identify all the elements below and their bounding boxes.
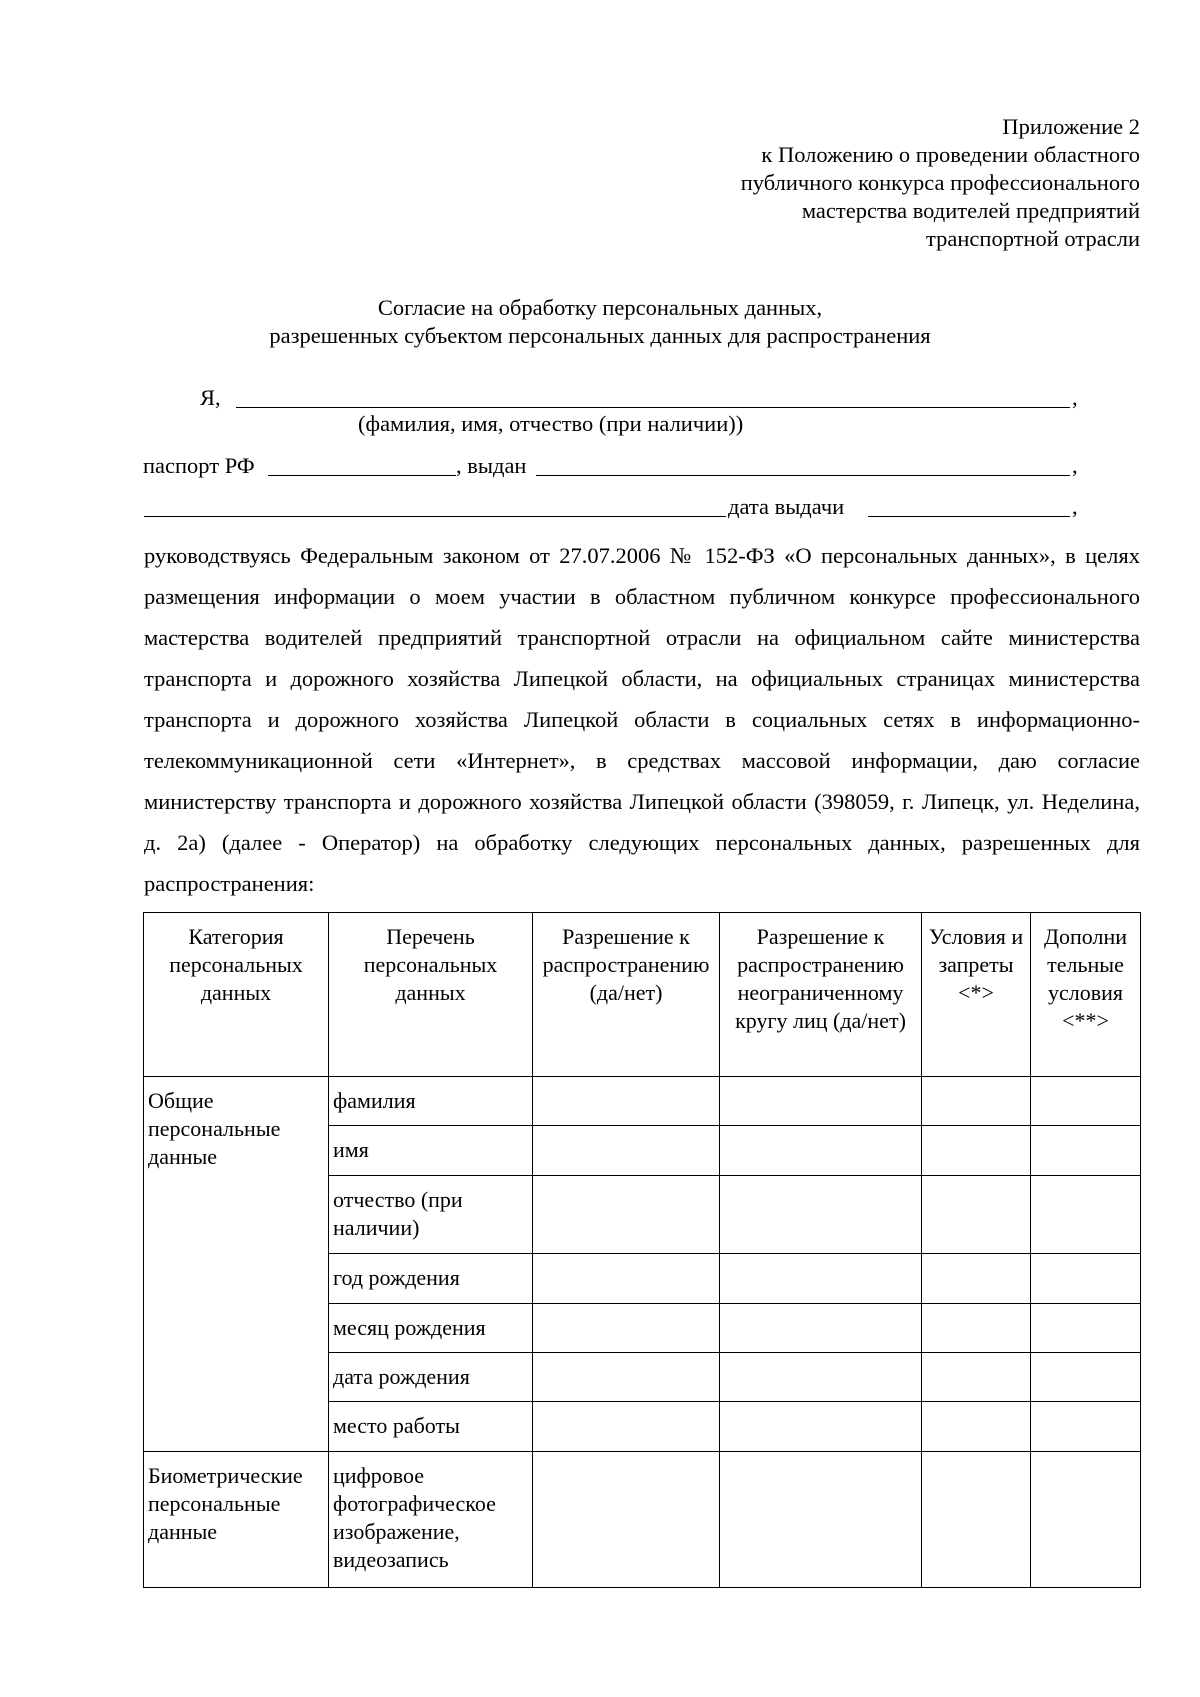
additional-cell[interactable]	[1031, 1126, 1141, 1176]
appendix-line: публичного конкурса профессионального	[740, 170, 1140, 195]
table-header-row	[144, 913, 1141, 1077]
consent-text: руководствуясь Федеральным законом от 27.07.2006 № 152-ФЗ «О персональных данных», в целях размещения информации о моем участии в областном публичном конкурсе профессионального мастерства водителей предприятий транспортной отрасли на официальном сайте министерства транспорта и дорожного хозяйства Липецкой области, на официальных страницах министерства транспорта и дорожного хозяйства Липецкой области в социальных сетях в информационно-телекоммуникационной сети «Интернет», в средствах массовой информации, даю согласие министерству транспорта и дорожного хозяйства Липецкой области (398059, г. Липецк, ул. Неделина, д. 2а) (далее - Оператор) на обработку следующих персональных данных, разрешенных для распространения:	[144, 543, 1140, 896]
header-permission: Разрешение к распространению (да/нет)	[533, 913, 720, 1077]
item-cell	[329, 1126, 533, 1176]
item-cell	[329, 1304, 533, 1353]
permission-cell[interactable]	[533, 1353, 720, 1402]
item-label: месяц рождения	[333, 1315, 486, 1340]
appendix-line: транспортной отрасли	[926, 226, 1140, 251]
conditions-cell[interactable]	[922, 1254, 1031, 1304]
item-label: имя	[333, 1137, 369, 1162]
permission-unlimited-cell[interactable]	[720, 1254, 922, 1304]
header-permission-unlimited: Разрешение к распространению неограниченному кругу лиц (да/нет)	[720, 913, 922, 1077]
additional-cell[interactable]	[1031, 1254, 1141, 1304]
category-cell	[144, 1077, 329, 1452]
permission-unlimited-cell[interactable]	[720, 1353, 922, 1402]
item-label: дата рождения	[333, 1364, 470, 1389]
permission-cell[interactable]	[533, 1402, 720, 1452]
permission-cell[interactable]	[533, 1304, 720, 1353]
permission-unlimited-cell[interactable]	[720, 1077, 922, 1126]
permission-unlimited-cell[interactable]	[720, 1402, 922, 1452]
category-label: Общие персональные данные	[148, 1088, 281, 1169]
additional-cell[interactable]	[1031, 1452, 1141, 1588]
permission-cell[interactable]	[533, 1126, 720, 1176]
permission-unlimited-cell[interactable]	[720, 1452, 922, 1588]
issued-by-field[interactable]	[536, 475, 1070, 476]
header-additional: Дополни тельные условия <**>	[1031, 913, 1141, 1077]
passport-label: паспорт РФ	[143, 453, 255, 478]
permission-cell[interactable]	[533, 1254, 720, 1304]
item-cell	[329, 1176, 533, 1254]
item-cell	[329, 1402, 533, 1452]
issued-label: , выдан	[456, 453, 527, 478]
ya-label: Я,	[200, 385, 221, 410]
item-label: цифровое фотографическое изображение, видеозапись	[333, 1463, 496, 1572]
additional-cell[interactable]	[1031, 1304, 1141, 1353]
conditions-cell[interactable]	[922, 1126, 1031, 1176]
fio-field[interactable]	[236, 407, 1070, 408]
item-label: фамилия	[333, 1088, 416, 1113]
conditions-cell[interactable]	[922, 1176, 1031, 1254]
additional-cell[interactable]	[1031, 1176, 1141, 1254]
issued-by-field-continued[interactable]	[144, 516, 726, 517]
header-list: Перечень персональных данных	[329, 913, 533, 1077]
header-conditions: Условия и запреты <*>	[922, 913, 1031, 1077]
conditions-cell[interactable]	[922, 1077, 1031, 1126]
conditions-cell[interactable]	[922, 1304, 1031, 1353]
comma: ,	[1072, 494, 1078, 519]
permission-cell[interactable]	[533, 1176, 720, 1254]
additional-cell[interactable]	[1031, 1077, 1141, 1126]
category-label: Биометрические персональные данные	[148, 1463, 303, 1544]
fio-hint: (фамилия, имя, отчество (при наличии))	[358, 411, 744, 436]
title-line-1: Согласие на обработку персональных данных,	[377, 295, 823, 320]
title-line-2: разрешенных субъектом персональных данных для распространения	[269, 323, 931, 348]
permission-unlimited-cell[interactable]	[720, 1176, 922, 1254]
appendix-line: мастерства водителей предприятий	[801, 198, 1140, 223]
item-cell	[329, 1077, 533, 1126]
additional-cell[interactable]	[1031, 1353, 1141, 1402]
issue-date-label: дата выдачи	[728, 494, 845, 519]
permission-cell[interactable]	[533, 1452, 720, 1588]
item-cell	[329, 1254, 533, 1304]
item-cell	[329, 1353, 533, 1402]
passport-number-field[interactable]	[268, 475, 456, 476]
document-title	[0, 294, 1200, 350]
category-cell	[144, 1452, 329, 1588]
consent-paragraph	[144, 535, 1140, 904]
comma: ,	[1072, 453, 1078, 478]
item-cell	[329, 1452, 533, 1588]
item-label: отчество (при наличии)	[333, 1187, 463, 1240]
permission-unlimited-cell[interactable]	[720, 1126, 922, 1176]
additional-cell[interactable]	[1031, 1402, 1141, 1452]
comma: ,	[1072, 385, 1078, 410]
item-label: место работы	[333, 1413, 460, 1438]
conditions-cell[interactable]	[922, 1452, 1031, 1588]
permission-cell[interactable]	[533, 1077, 720, 1126]
appendix-header	[520, 113, 1140, 253]
appendix-line: к Положению о проведении областного	[761, 142, 1140, 167]
conditions-cell[interactable]	[922, 1353, 1031, 1402]
item-label: год рождения	[333, 1265, 460, 1290]
appendix-line: Приложение 2	[1002, 114, 1140, 139]
conditions-cell[interactable]	[922, 1402, 1031, 1452]
issue-date-field[interactable]	[868, 516, 1070, 517]
table-row	[144, 1452, 1141, 1588]
header-category: Категория персональных данных	[144, 913, 329, 1077]
table-row	[144, 1077, 1141, 1126]
personal-data-table	[143, 912, 1141, 1588]
permission-unlimited-cell[interactable]	[720, 1304, 922, 1353]
